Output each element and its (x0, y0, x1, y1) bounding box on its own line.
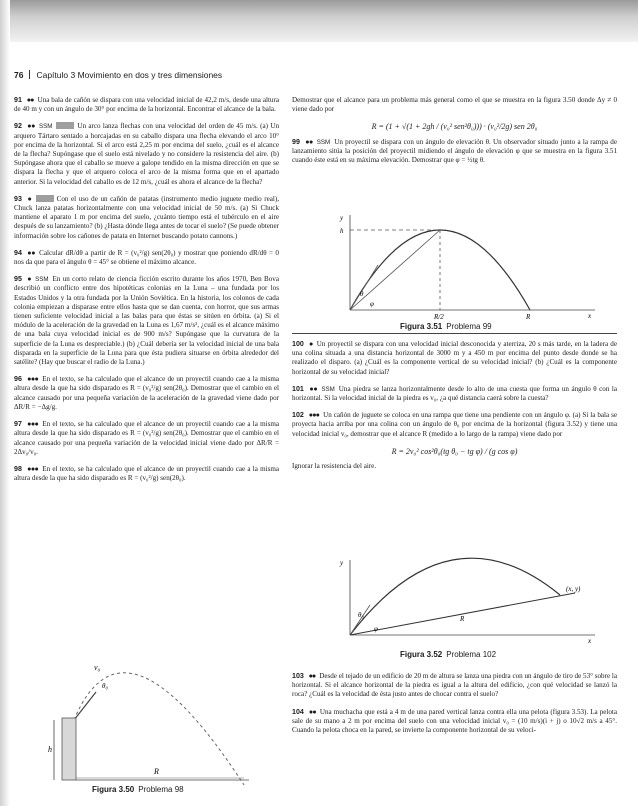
range-formula: R = (1 + √(1 + 2gh / (v₀² sen²θ₀))) · (v₀²/2g) sen 2θ₀ (371, 122, 538, 132)
range-label: R (460, 615, 465, 623)
problem-102: 102 ●●● Un cañón de juguete se coloca en una rampa que tiene una pendiente con un ángulo φ. (a) Si la bala se proyecta hacia arriba por una colina con un ángulo de θ₀ por encima de la horizontal (figura 3.52) y tiene una velocidad inicial v₀, demostrar que el alcance R (medido a lo largo de la rampa) viene dado por (292, 411, 617, 438)
problem-96: 96 ●●● En el texto, se ha calculado que el alcance de un proyectil cuando cae a la misma altura desde la que ha sido disparado es R = (v₀²/g) sen(2θ₀). Demostrar que el cambio en el alcance causado por una pequeña variación de la aceleración de la gravedad viene dado por ΔR/R = −Δg/g. (14, 375, 280, 411)
page-header (14, 70, 222, 80)
launch-line (350, 605, 370, 635)
right-column-bottom (292, 672, 617, 743)
problem-99: 99 ●● SSM Un proyectil se dispara con un ángulo de elevación θ. Un observador situado junto a la rampa de lanzamiento sitúa la posición del proyectil midiendo el ángulo de elevación φ que se muestra en la figura 3.51 cuando éste está en su máxima elevación. Demostrar que φ = ½tg θ. (292, 137, 618, 165)
ramp (350, 593, 575, 635)
problem-101: 101 ●● SSM Una piedra se lanza horizontalmente desde lo alto de una cuesta que forma un ángulo θ con la horizontal. Si la velocidad inicial de la piedra es v₀, ¿a qué distancia caerá sobre la cuesta? (292, 384, 617, 403)
y-label: y (340, 559, 344, 567)
height-label: h (48, 745, 52, 754)
divider (292, 333, 617, 334)
problem-103: 103 ●● Desde el tejado de un edificio de 20 m de altura se lanza una piedra con un ángulo de tiro de 53° sobre la horizontal. Si el alcance horizontal de la piedra es igual a la altura del edificio, ¿con qué velocidad se lanzó la roca? ¿Cuál es la velocidad de ésta justo antes de chocar contra el suelo? (292, 672, 617, 699)
problem-98: 98 ●●● En el texto, se ha calculado que el alcance de un proyectil cuando cae a la misma altura desde la que ha sido disparado es R = (v₀²/g) sen(2θ₀). (14, 464, 280, 483)
problem-93: 93 ● Con el uso de un cañón de patatas (instrumento medio juguete medio real), Chuck lanza patatas horizontalmente con una velocidad inicial de 50 m/s. (a) Si Chuck mantiene el aparato 1 m por encima del suelo, ¿cuánto tiempo está el tubérculo en el aire después de su lanzamiento? (b) ¿Hasta dónde llega antes de tocar el suelo? (Se puede obtener información sobre los cañones de patata en Internet buscando potato cannons.) (14, 194, 279, 240)
theta0-label: θ₀ (102, 682, 108, 690)
x-label: x (588, 637, 592, 645)
figure-3-50 (14, 640, 279, 790)
problem-100: 100 ● Un proyectil se dispara con una velocidad inicial desconocida y aterriza, 20 s más tarde, en la ladera de una colina situada a una distancia horizontal de 3000 m y a 450 m por encima del punto desde donde se ha realizado el disparo. (a) ¿Cuál es la componente vertical de su velocidad inicial? (b) ¿Cuál es la componente horizontal de su velocidad inicial? (292, 340, 617, 376)
media-check-icon (36, 195, 54, 202)
problem-94: 94 ●● Calcular dR/dθ a partir de R = (v₀²/g) sen(2θ₀) y mostrar que poniendo dR/dθ = 0 nos da que para el ángulo θ = 45° se obtiene el máximo alcance. (14, 248, 279, 267)
half-range-label: R/2 (434, 313, 444, 320)
scan-top-edge (0, 0, 638, 42)
problem-97: 97 ●●● En el texto, se ha calculado que el alcance de un proyectil cuando cae a la misma altura desde la que ha sido disparado es R = (v₀²/g) sen(2θ₀). Demostrar que el cambio en el alcance causado por una pequeña variación de la velocidad inicial viene dado por ΔR/R = 2Δv₀/v₀. (14, 420, 280, 456)
figure-3-52-caption: Figura 3.52 Problema 102 (400, 650, 497, 659)
phi-label: φ (374, 625, 378, 633)
problem-91: 91 ●● Una bala de cañón se dispara con una velocidad inicial de 42,2 m/s, desde una altura de 40 m y con un ángulo de 30° por encima de la horizontal. Encontrar el alcance de la bala. (14, 96, 279, 114)
theta-label: θ (360, 290, 364, 298)
page-edge-shadow (0, 0, 10, 806)
left-column (14, 96, 279, 491)
media-icon (56, 122, 74, 129)
figure-3-52 (330, 555, 600, 645)
sight-line (350, 230, 440, 310)
trajectory-curve (74, 673, 244, 785)
chapter-title: Capítulo 3 Movimiento en dos y tres dimensiones (36, 70, 223, 80)
theta0-label: θ₀ (358, 611, 364, 619)
h-label: h (340, 227, 344, 235)
y-label: y (340, 214, 344, 222)
page-number: 76 (14, 70, 24, 80)
phi-label: φ (370, 300, 374, 308)
problem-98-continued: Demostrar que el alcance para un problema más general como el que se muestra en la figura 3.50 donde Δy ≠ 0 viene dado por (292, 96, 617, 114)
range-label: R (154, 767, 159, 776)
problem-92: 92 ●● SSM Un arco lanza flechas con una velocidad del orden de 45 m/s. (a) Un arquero Tártaro sentado a horcajadas en su caballo dispara una flecha elevando el arco 10° por encima de la horizontal. Si el arco está 2,25 m por encima del suelo, ¿cuál es el alcance de la flecha? Supóngase que el suelo está nivelado y no considere la resistencia del aire. (b) Supóngase ahora que el caballo se mueve a galope tendido en la misma dirección en que se dispara la flecha y que el arquero coloca el arco de la misma forma que en el apartado anterior. Si la velocidad del caballo es de 12 m/s, ¿cuál es ahora el alcance de la flecha? (14, 122, 279, 186)
right-column-top (292, 96, 617, 173)
problem-104: 104 ●● Una muchacha que está a 4 m de una pared vertical lanza contra ella una pelota (figura 3.53). La pelota sale de su mano a 2 m por encima del suelo con una velocidad inicial v₀ = (10 m/s)(i + j) o 10√2 m/s a 45°. Cuando la pelota choca en la pared, se invierte la componente horizontal de su veloci- (292, 707, 617, 735)
figure-3-50-caption: Figura 3.50 Problema 98 (92, 785, 184, 794)
range-label: R (526, 313, 531, 320)
ramp-range-formula: R = 2v₀² cos²θ₀(tg θ₀ − tg φ) / (g cos φ) (391, 446, 518, 456)
right-column-middle (292, 340, 617, 479)
building (62, 718, 76, 780)
problem-95: 95 ● SSM En un corto relato de ciencia ficción escrito durante los años 1970, Ben Bova describió un conflicto entre dos hipotéticas colonias en la Luna – una fundada por los Estados Unidos y la otra fundada por la Unión Soviética. En la historia, los colonos de cada colonia empiezan a disparase entre ellos hasta que se dan cuenta, con horror, que sus armas tienen suficiente velocidad inicial a las balas para que éstas se sitúen en órbita. (a) Si el módulo de la aceleración de la gravedad en la Luna es 1,67 m/s², ¿cuál es el alcance máximo de una bala cuya velocidad inicial es de 900 m/s? Supóngase que la curvatura de la superficie de la Luna es despreciable.) (b) ¿Cuál debería ser la velocidad inicial de una bala disparada en la superficie de la Luna para que ésta pudiera situarse en órbita alrededor del satélite? (Hay que buscar el radio de la Luna.) (14, 275, 279, 367)
x-label: x (588, 312, 592, 320)
velocity-arrow (74, 692, 96, 720)
xy-label: (x, y) (566, 585, 581, 593)
v0-label: v₀ (94, 663, 101, 672)
figure-3-51 (330, 210, 600, 320)
air-resistance-note: Ignorar la resistencia del aire. (292, 462, 377, 471)
trajectory (350, 558, 560, 635)
figure-3-51-caption: Figura 3.51 Problema 99 (400, 322, 492, 331)
